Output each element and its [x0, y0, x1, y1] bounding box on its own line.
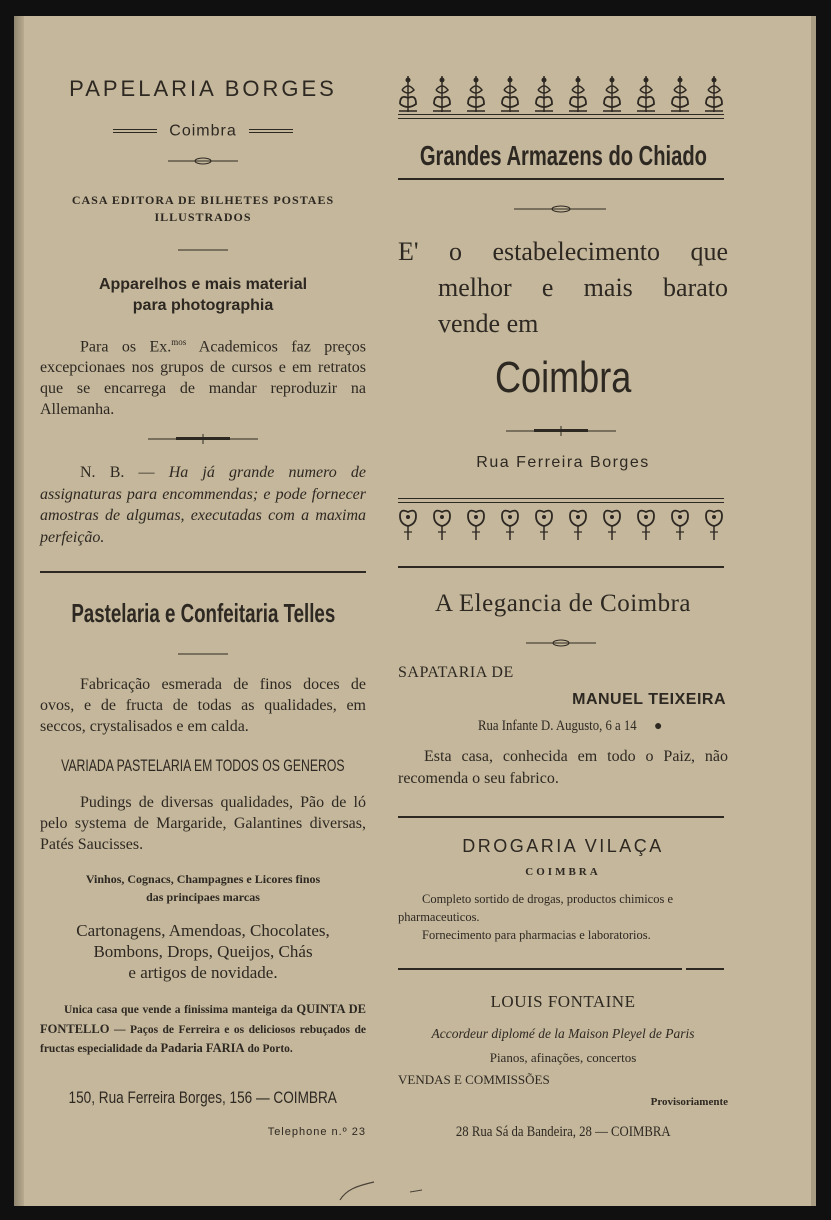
armazens-line3: vende em: [438, 309, 539, 338]
papelaria-city-row: [40, 122, 366, 144]
armazens-bar-divider: [398, 426, 728, 436]
pastelaria-title-wrap: [40, 598, 366, 629]
armazens-city: Coimbra: [494, 353, 632, 402]
fontaine-line2: Pianos, afinações, concertos: [489, 1050, 637, 1065]
pencil-mark-icon: [334, 1172, 444, 1204]
p6-e: do Porto.: [244, 1043, 293, 1055]
drogaria-line1: Completo sortido de drogas, productos chimicos e pharmaceuticos.: [398, 892, 674, 924]
pastelaria-p4-line1: Vinhos, Cognacs, Champagnes e Licores finos: [85, 872, 321, 886]
pastelaria-p5-line2: Bombons, Drops, Queijos, Chás: [93, 942, 313, 961]
short-rule: [40, 248, 366, 252]
floral-icon: [570, 511, 586, 540]
papelaria-heading: Apparelhos e mais material para photographia: [98, 276, 308, 314]
pastelaria-p5: [40, 920, 366, 983]
p6-d: Padaria FARIA: [160, 1041, 245, 1055]
drogaria-text: [398, 890, 728, 944]
fontaine-line1: Accordeur diplomé de la Maison Pleyel de Paris: [431, 1026, 695, 1041]
papelaria-body: [40, 332, 366, 420]
section-rule-right-3b: [686, 968, 724, 970]
elegancia-address: Rua Infante D. Augusto, 6 a 14: [477, 718, 637, 734]
double-rule-right: [249, 129, 293, 133]
papelaria-title: PAPELARIA BORGES: [69, 76, 337, 101]
armazens-street: Rua Ferreira Borges: [476, 454, 650, 471]
pastelaria-p3: Pudings de diversas qualidades, Pão de ló pelo systema de Margaride, Galantines diversas, Patés Saucisses.: [40, 794, 366, 853]
fleur-icon: [501, 76, 519, 112]
fleur-ornament-icon: [398, 74, 728, 114]
elegancia-owner: MANUEL TEIXEIRA: [572, 691, 726, 708]
papelaria-body-rest: Academicos faz preços excepcionaes nos grupos de cursos e em retratos que se encarrega de mandar reproduzir na Allemanha.: [40, 338, 367, 419]
papelaria-nb: [40, 462, 366, 548]
armazens-title-rule: [398, 178, 724, 180]
p6-b: QUINTA DE FONTELLO: [40, 1002, 366, 1036]
armazens-line1: E' o estabelecimento que: [398, 237, 728, 266]
ornament-rule-1: [398, 114, 724, 115]
floral-icon: [604, 511, 620, 540]
floral-icon: [434, 511, 450, 540]
small-flourish-divider: [40, 156, 366, 166]
double-rule-left: [113, 129, 157, 133]
elegancia-flourish: [398, 638, 728, 648]
papelaria-city: Coimbra: [169, 122, 237, 140]
papelaria-body-sup: mos: [171, 337, 187, 347]
pastelaria-telephone: Telephone n.º 23: [267, 1126, 366, 1138]
pastelaria-short-rule: [40, 652, 366, 656]
mid-ornament-rule-2: [398, 502, 724, 503]
armazens-city-wrap: [398, 352, 728, 403]
section-rule-right-1: [398, 566, 724, 568]
bullet-icon: ●: [653, 719, 663, 734]
pastelaria-p4-line2: das principaes marcas: [146, 890, 260, 904]
pastelaria-address: 150, Rua Ferreira Borges, 156 — COIMBRA: [68, 1088, 338, 1107]
armazens-title-wrap: [398, 140, 728, 173]
p6-c: — Paços de Ferreira e os deliciosos rebuçados de fructas especialidade da: [40, 1023, 366, 1055]
floral-icon: [400, 511, 416, 540]
fontaine-address: 28 Rua Sá da Bandeira, 28 — COIMBRA: [455, 1124, 671, 1140]
pastelaria-p2: VARIADA PASTELARIA EM TODOS OS GENEROS: [61, 756, 345, 775]
floral-icon: [672, 511, 688, 540]
floral-icon: [706, 511, 722, 540]
elegancia-address-wrap: [398, 718, 728, 735]
pastelaria-p1: Fabricação esmerada de finos doces de ovos, e de fructa de todas as qualidades, em seccos, crystalisados e em calda.: [40, 676, 366, 735]
floral-icon: [536, 511, 552, 540]
section-rule-right-3a: [398, 968, 682, 970]
pastelaria-address-wrap: [40, 1088, 366, 1108]
pastelaria-p5-line3: e artigos de novidade.: [128, 963, 278, 982]
ornament-rule-2: [398, 118, 724, 119]
bar-divider: [40, 434, 366, 444]
nb-label: N. B. —: [80, 464, 169, 481]
fleur-icon: [433, 76, 451, 112]
fleur-icon: [603, 76, 621, 112]
p6-a: Unica casa que vende a finissima manteiga da: [64, 1004, 297, 1016]
page-edge: [811, 16, 816, 1206]
pastelaria-p6: [40, 1000, 366, 1059]
armazens-flourish: [398, 204, 728, 214]
fleur-icon: [535, 76, 553, 112]
pastelaria-title: Pastelaria e Confeitaria Telles: [71, 598, 335, 628]
fleur-icon: [705, 76, 723, 112]
fleur-icon: [399, 76, 417, 112]
section-rule-left: [40, 571, 366, 573]
fontaine-line3: VENDAS E COMMISSÕES: [398, 1072, 550, 1087]
elegancia-sapataria: SAPATARIA DE: [398, 664, 514, 681]
fleur-icon: [569, 76, 587, 112]
page-spine: [14, 16, 24, 1206]
papelaria-subtitle: CASA EDITORA DE BILHETES POSTAES ILLUSTRADOS: [71, 193, 335, 224]
fleur-icon: [467, 76, 485, 112]
pastelaria-p4: [40, 870, 366, 906]
floral-icon: [468, 511, 484, 540]
elegancia-body: Esta casa, conhecida em todo o Paiz, não recomenda o seu fabrico.: [398, 748, 728, 787]
fleur-icon: [637, 76, 655, 112]
mid-ornament-rule-1: [398, 498, 724, 499]
fontaine-address-wrap: [398, 1124, 728, 1141]
floral-ornament-icon: [398, 506, 728, 544]
fleur-icon: [671, 76, 689, 112]
armazens-text: [398, 234, 728, 342]
fontaine-name: LOUIS FONTAINE: [490, 992, 636, 1011]
pastelaria-p5-line1: Cartonagens, Amendoas, Chocolates,: [76, 921, 330, 940]
magazine-page: [14, 16, 816, 1206]
floral-icon: [502, 511, 518, 540]
section-rule-right-2: [398, 816, 724, 818]
drogaria-line2: Fornecimento para pharmacias e laboratorios.: [422, 928, 651, 942]
top-ornament: [398, 74, 728, 114]
drogaria-title: DROGARIA VILAÇA: [462, 836, 664, 856]
armazens-line2: melhor e mais barato: [438, 273, 728, 302]
mid-ornament: [398, 506, 728, 544]
nb-text: Ha já grande numero de assignaturas para encommendas; e pode fornecer amostras de algumas, executadas com a maxima perfeição.: [40, 464, 367, 546]
floral-icon: [638, 511, 654, 540]
armazens-title: Grandes Armazens do Chiado: [419, 140, 707, 171]
elegancia-title: A Elegancia de Coimbra: [434, 590, 692, 617]
fontaine-line4: Provisoriamente: [650, 1096, 728, 1108]
papelaria-body-start: Para os Ex.: [80, 338, 172, 356]
pastelaria-p2-wrap: [40, 756, 366, 776]
drogaria-city: COIMBRA: [525, 866, 601, 878]
